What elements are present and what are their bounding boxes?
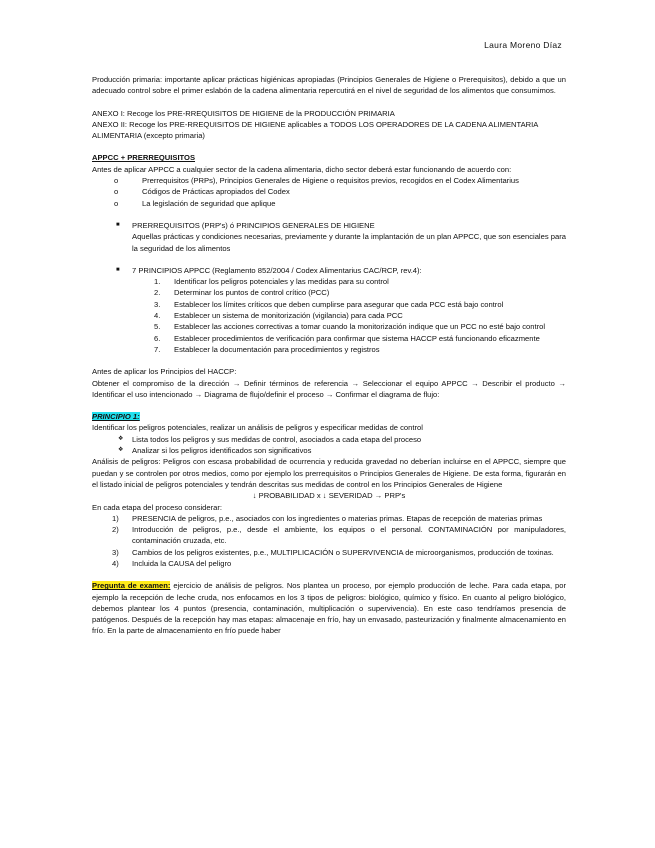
appcc-heading: APPCC + PRERREQUISITOS [92, 153, 196, 163]
prerrequisitos-title: PRERREQUISITOS (PRP's) ó PRINCIPIOS GENERALES DE HIGIENE [132, 220, 375, 230]
diamond-bullet-icon: ❖ [118, 447, 124, 454]
list-item [92, 175, 566, 186]
list-item [92, 186, 566, 197]
antes-line-1: Antes de aplicar los Principios del HACCP: [92, 367, 237, 377]
etapa-lead: En cada etapa del proceso considerar: [92, 502, 223, 512]
list-number: 3. [154, 299, 161, 309]
list-item [92, 310, 566, 321]
principios-list [92, 276, 566, 355]
list-number: 3) [112, 547, 119, 557]
list-item [92, 344, 566, 355]
list-number: 1) [112, 513, 119, 523]
principio-1-label: PRINCIPIO 1: [92, 412, 140, 422]
list-item-text: Cambios de los peligros existentes, p.e., MULTIPLICACIÓN o SUPERVIVENCIA de microorganismos, producción de toxinas. [132, 547, 554, 557]
list-item-text: Determinar los puntos de control crítico (PCC) [174, 288, 330, 298]
pregunta-label: Pregunta de examen: [92, 581, 171, 591]
pregunta-text: ejercicio de análisis de peligros. Nos plantea un proceso, por ejemplo producción de leche. Para cada etapa, por ejemplo la recepción de leche cruda, nos enfocamos en los 3 tipos de peligros: biológico, químico y físico. En cuanto al peligro biológico, debemos plantear los 4 puntos (presencia, contaminación, multiplicación o supervivencia). En este caso tendríamos presencia de patógenos. Después de la recepción hay mas etapas: almacenaje en frío, hay un envasado, pasteurización y finalmente almacenamiento en frío. En la parte de almacenamiento en frío puede haber [92, 581, 566, 636]
document-body [92, 74, 566, 637]
list-item-text: Introducción de peligros, p.e., desde el ambiente, los equipos o el personal. CONTAMINACIÓN por manipuladores, contaminación cruzada, etc. [132, 525, 566, 546]
bullet-o: o [114, 176, 119, 186]
list-item [92, 513, 566, 524]
principio-1-line: Identificar los peligros potenciales, realizar un análisis de peligros y especificar medidas de control [92, 423, 423, 433]
siete-principios-block [92, 265, 566, 276]
list-item [92, 299, 566, 310]
anexo-2: ANEXO II: Recoge los PRE-RREQUISITOS DE HIGIENE aplicables a TODOS LOS OPERADORES DE LA CADENA ALIMENTARIA ALIMENTARIA (excepto primaria) [92, 119, 538, 141]
list-item-text: Códigos de Prácticas apropiados del Codex [142, 187, 290, 197]
list-item-text: Incluida la CAUSA del peligro [132, 558, 232, 568]
list-number: 6. [154, 333, 161, 343]
bullet-o: o [114, 187, 119, 197]
list-item [92, 321, 566, 332]
list-item-text: La legislación de seguridad que aplique [142, 198, 276, 208]
diamond-bullet-icon: ❖ [118, 435, 124, 442]
list-item-text: Prerrequisitos (PRPs), Principios Generales de Higiene o requisitos previos, recogidos en el Codex Alimentarius [142, 176, 519, 186]
antes-line-2: Obtener el compromiso de la dirección → Definir términos de referencia → Seleccionar el equipo APPCC → Describir el producto → Identificar el uso intencionado → Diagrama de flujo/definir el proceso → Confirmar el diagrama de flujo: [92, 378, 566, 399]
list-item [92, 445, 566, 456]
etapa-list [92, 513, 566, 569]
list-item-text: Establecer la documentación para procedimientos y registros [174, 344, 380, 354]
siete-principios-title: 7 PRINCIPIOS APPCC (Reglamento 852/2004 / Codex Alimentarius CAC/RCP, rev.4): [132, 265, 422, 275]
list-item-text: Lista todos los peligros y sus medidas de control, asociados a cada etapa del proceso [132, 434, 422, 444]
list-item [92, 547, 566, 558]
list-item-text: Establecer los límites críticos que deben cumplirse para asegurar que cada PCC está bajo control [174, 299, 504, 309]
square-bullet-icon: ■ [116, 221, 120, 228]
analisis-paragraph: Análisis de peligros: Peligros con escasa probabilidad de ocurrencia y reducida gravedad no deberían incluirse en el APPCC, siempre que puedan y se controlen por otros medios, como por ejemplo los prerrequisitos o Principios Generales de Higiene. De esta forma, figurarán en el listado inicial de peligros potenciales y tendrán descritas sus medidas de control en los Principios Generales de Higiene [92, 457, 566, 489]
formula-line: ↓ PROBABILIDAD x ↓ SEVERIDAD → PRP's [252, 491, 406, 501]
appcc-list [92, 175, 566, 209]
list-number: 4. [154, 311, 161, 321]
list-item-text: Identificar los peligros potenciales y las medidas para su control [174, 277, 389, 287]
list-item-text: Establecer procedimientos de verificación para confirmar que sistema HACCP está funcionando eficazmente [174, 333, 540, 343]
list-item [92, 434, 566, 445]
prerrequisitos-desc: Aquellas prácticas y condiciones necesarias, previamente y durante la implantación de un plan APPCC, que son esenciales para la seguridad de los alimentos [132, 232, 566, 253]
prerrequisitos-block [92, 220, 566, 231]
list-number: 7. [154, 344, 161, 354]
appcc-lead: Antes de aplicar APPCC a cualquier sector de la cadena alimentaria, dicho sector deberá estar funcionando de acuerdo con: [92, 164, 512, 174]
principio-1-bullets [92, 434, 566, 457]
list-number: 5. [154, 322, 161, 332]
list-item [92, 276, 566, 287]
list-item-text: Establecer las acciones correctivas a tomar cuando la monitorización indique que un PCC no esté bajo control [174, 322, 546, 332]
list-item [92, 558, 566, 569]
list-number: 2) [112, 525, 119, 535]
author-name: Laura Moreno Díaz [484, 40, 562, 50]
intro-paragraph: Producción primaria: importante aplicar prácticas higiénicas apropiadas (Principios Generales de Higiene o Prerequisitos), debido a que un adecuado control sobre el primer eslabón de la cadena alimentaria repercutirá en el nivel de seguridad de los alimentos que consumimos. [92, 75, 566, 96]
list-item-text: Establecer un sistema de monitorización (vigilancia) para cada PCC [174, 311, 403, 321]
list-item-text: PRESENCIA de peligros, p.e., asociados con los ingredientes o materias primas. Etapas de recepción de materias primas [132, 513, 543, 523]
bullet-o: o [114, 198, 119, 208]
list-item-text: Analizar si los peligros identificados son significativos [132, 446, 312, 456]
list-item [92, 287, 566, 298]
pregunta-paragraph [92, 580, 566, 636]
list-number: 2. [154, 288, 161, 298]
list-number: 1. [154, 277, 161, 287]
list-number: 4) [112, 558, 119, 568]
anexo-1: ANEXO I: Recoge los PRE-RREQUISITOS DE HIGIENE de la PRODUCCIÓN PRIMARIA [92, 108, 395, 118]
list-item [92, 524, 566, 547]
list-item [92, 333, 566, 344]
square-bullet-icon: ■ [116, 266, 120, 273]
principio-1-heading [92, 411, 566, 422]
list-item [92, 198, 566, 209]
